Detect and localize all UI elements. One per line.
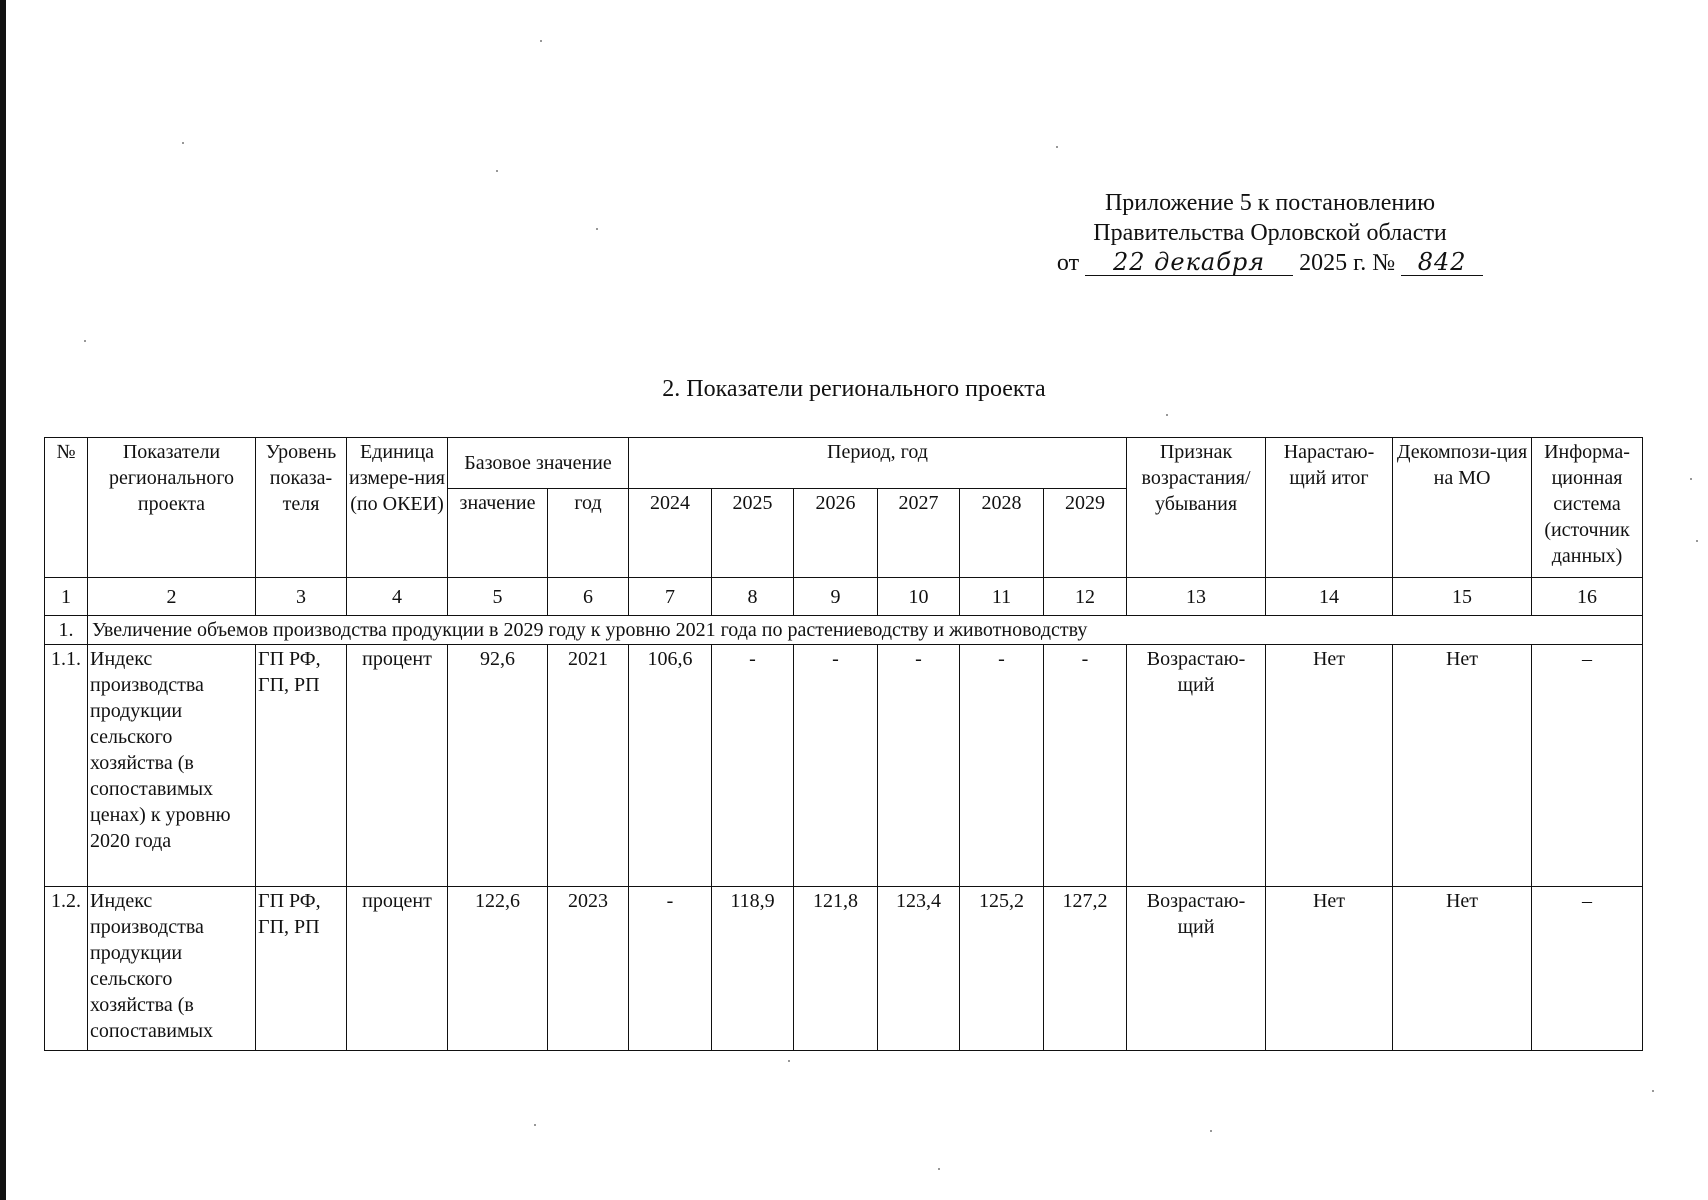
indicator-level: ГП РФ, ГП, РП (256, 645, 347, 887)
approval-block (1040, 188, 1500, 278)
scan-speck (1056, 146, 1058, 148)
column-number: 6 (548, 578, 629, 616)
base-value: 122,6 (448, 887, 548, 1051)
column-number: 9 (794, 578, 878, 616)
value-2024: 106,6 (629, 645, 712, 887)
scan-speck (1210, 1130, 1212, 1132)
indicator-name: Индекс производства продукции сельского хозяйства (в сопоставимых ценах) к уровню 2020 года (88, 645, 256, 887)
column-number: 8 (712, 578, 794, 616)
header-indicators: Показатели регионального проекта (88, 438, 256, 578)
info-system-value: – (1532, 645, 1643, 887)
approval-prefix: от (1056, 250, 1080, 276)
value-2029: - (1044, 645, 1127, 887)
column-number: 4 (347, 578, 448, 616)
row-number: 1.1. (45, 645, 88, 887)
info-system-value: – (1532, 887, 1643, 1051)
header-year-2029: 2029 (1044, 489, 1127, 578)
header-info-system: Информа-ционная система (источник данных) (1532, 438, 1643, 578)
indicator-unit: процент (347, 645, 448, 887)
column-number: 12 (1044, 578, 1127, 616)
cumulative-value: Нет (1266, 645, 1393, 887)
trend-value: Возрастаю-щий (1127, 645, 1266, 887)
scan-speck (84, 340, 86, 342)
approval-line-1: Приложение 5 к постановлению (1104, 190, 1436, 216)
column-number: 11 (960, 578, 1044, 616)
column-number: 5 (448, 578, 548, 616)
row-number: 1.2. (45, 887, 88, 1051)
scan-speck (596, 228, 598, 230)
approval-year: 2025 г. № (1299, 250, 1396, 276)
base-value: 92,6 (448, 645, 548, 887)
scan-speck (182, 142, 184, 144)
value-2029: 127,2 (1044, 887, 1127, 1051)
decomposition-value: Нет (1393, 887, 1532, 1051)
header-year-2026: 2026 (794, 489, 878, 578)
scan-edge (0, 0, 6, 1200)
indicator-name: Индекс производства продукции сельского хозяйства (в сопоставимых (88, 887, 256, 1051)
scan-speck (1652, 1090, 1654, 1092)
base-year: 2023 (548, 887, 629, 1051)
header-year-2025: 2025 (712, 489, 794, 578)
table-row (45, 645, 1643, 887)
value-2025: 118,9 (712, 887, 794, 1051)
header-unit: Единица измере-ния (по ОКЕИ) (347, 438, 448, 578)
handwritten-date: 22 декабря (1085, 249, 1293, 276)
value-2025: - (712, 645, 794, 887)
decomposition-value: Нет (1393, 645, 1532, 887)
header-base: Базовое значение (448, 438, 629, 489)
trend-value: Возрастаю-щий (1127, 887, 1266, 1051)
header-period: Период, год (629, 438, 1127, 489)
value-2027: - (878, 645, 960, 887)
table-row (45, 887, 1643, 1051)
value-2026: - (794, 645, 878, 887)
cumulative-value: Нет (1266, 887, 1393, 1051)
header-year-2028: 2028 (960, 489, 1044, 578)
indicators-table (44, 437, 1643, 1051)
section-title: 2. Показатели регионального проекта (662, 376, 1046, 402)
handwritten-number: 842 (1401, 249, 1483, 276)
scan-speck (938, 1168, 940, 1170)
header-base-value: значение (448, 489, 548, 578)
goal-number: 1. (45, 616, 88, 645)
value-2024: - (629, 887, 712, 1051)
header-year-2027: 2027 (878, 489, 960, 578)
header-decomposition: Декомпози-ция на МО (1393, 438, 1532, 578)
header-base-year: год (548, 489, 629, 578)
column-number: 10 (878, 578, 960, 616)
header-row-1 (45, 438, 1643, 489)
header-level: Уровень показа-теля (256, 438, 347, 578)
value-2027: 123,4 (878, 887, 960, 1051)
header-year-2024: 2024 (629, 489, 712, 578)
column-number: 13 (1127, 578, 1266, 616)
column-number: 14 (1266, 578, 1393, 616)
header-no: № (45, 438, 88, 578)
header-cumulative: Нарастаю-щий итог (1266, 438, 1393, 578)
value-2028: - (960, 645, 1044, 887)
header-trend: Признак возрастания/ убывания (1127, 438, 1266, 578)
column-number: 15 (1393, 578, 1532, 616)
value-2026: 121,8 (794, 887, 878, 1051)
goal-text: Увеличение объемов производства продукции в 2029 году к уровню 2021 года по растениеводству и животноводству (88, 616, 1643, 645)
scan-speck (534, 1124, 536, 1126)
indicator-unit: процент (347, 887, 448, 1051)
column-number: 2 (88, 578, 256, 616)
indicator-level: ГП РФ, ГП, РП (256, 887, 347, 1051)
column-number-row (45, 578, 1643, 616)
column-number: 16 (1532, 578, 1643, 616)
scan-speck (540, 40, 542, 42)
approval-line-2: Правительства Орловской области (1093, 220, 1447, 246)
goal-row (45, 616, 1643, 645)
scan-speck (1166, 414, 1168, 416)
column-number: 7 (629, 578, 712, 616)
scan-speck (496, 170, 498, 172)
scan-speck (1690, 478, 1692, 480)
column-number: 3 (256, 578, 347, 616)
column-number: 1 (45, 578, 88, 616)
scan-speck (1696, 540, 1698, 542)
value-2028: 125,2 (960, 887, 1044, 1051)
approval-date-line (1040, 248, 1500, 278)
scan-speck (788, 1060, 790, 1062)
base-year: 2021 (548, 645, 629, 887)
